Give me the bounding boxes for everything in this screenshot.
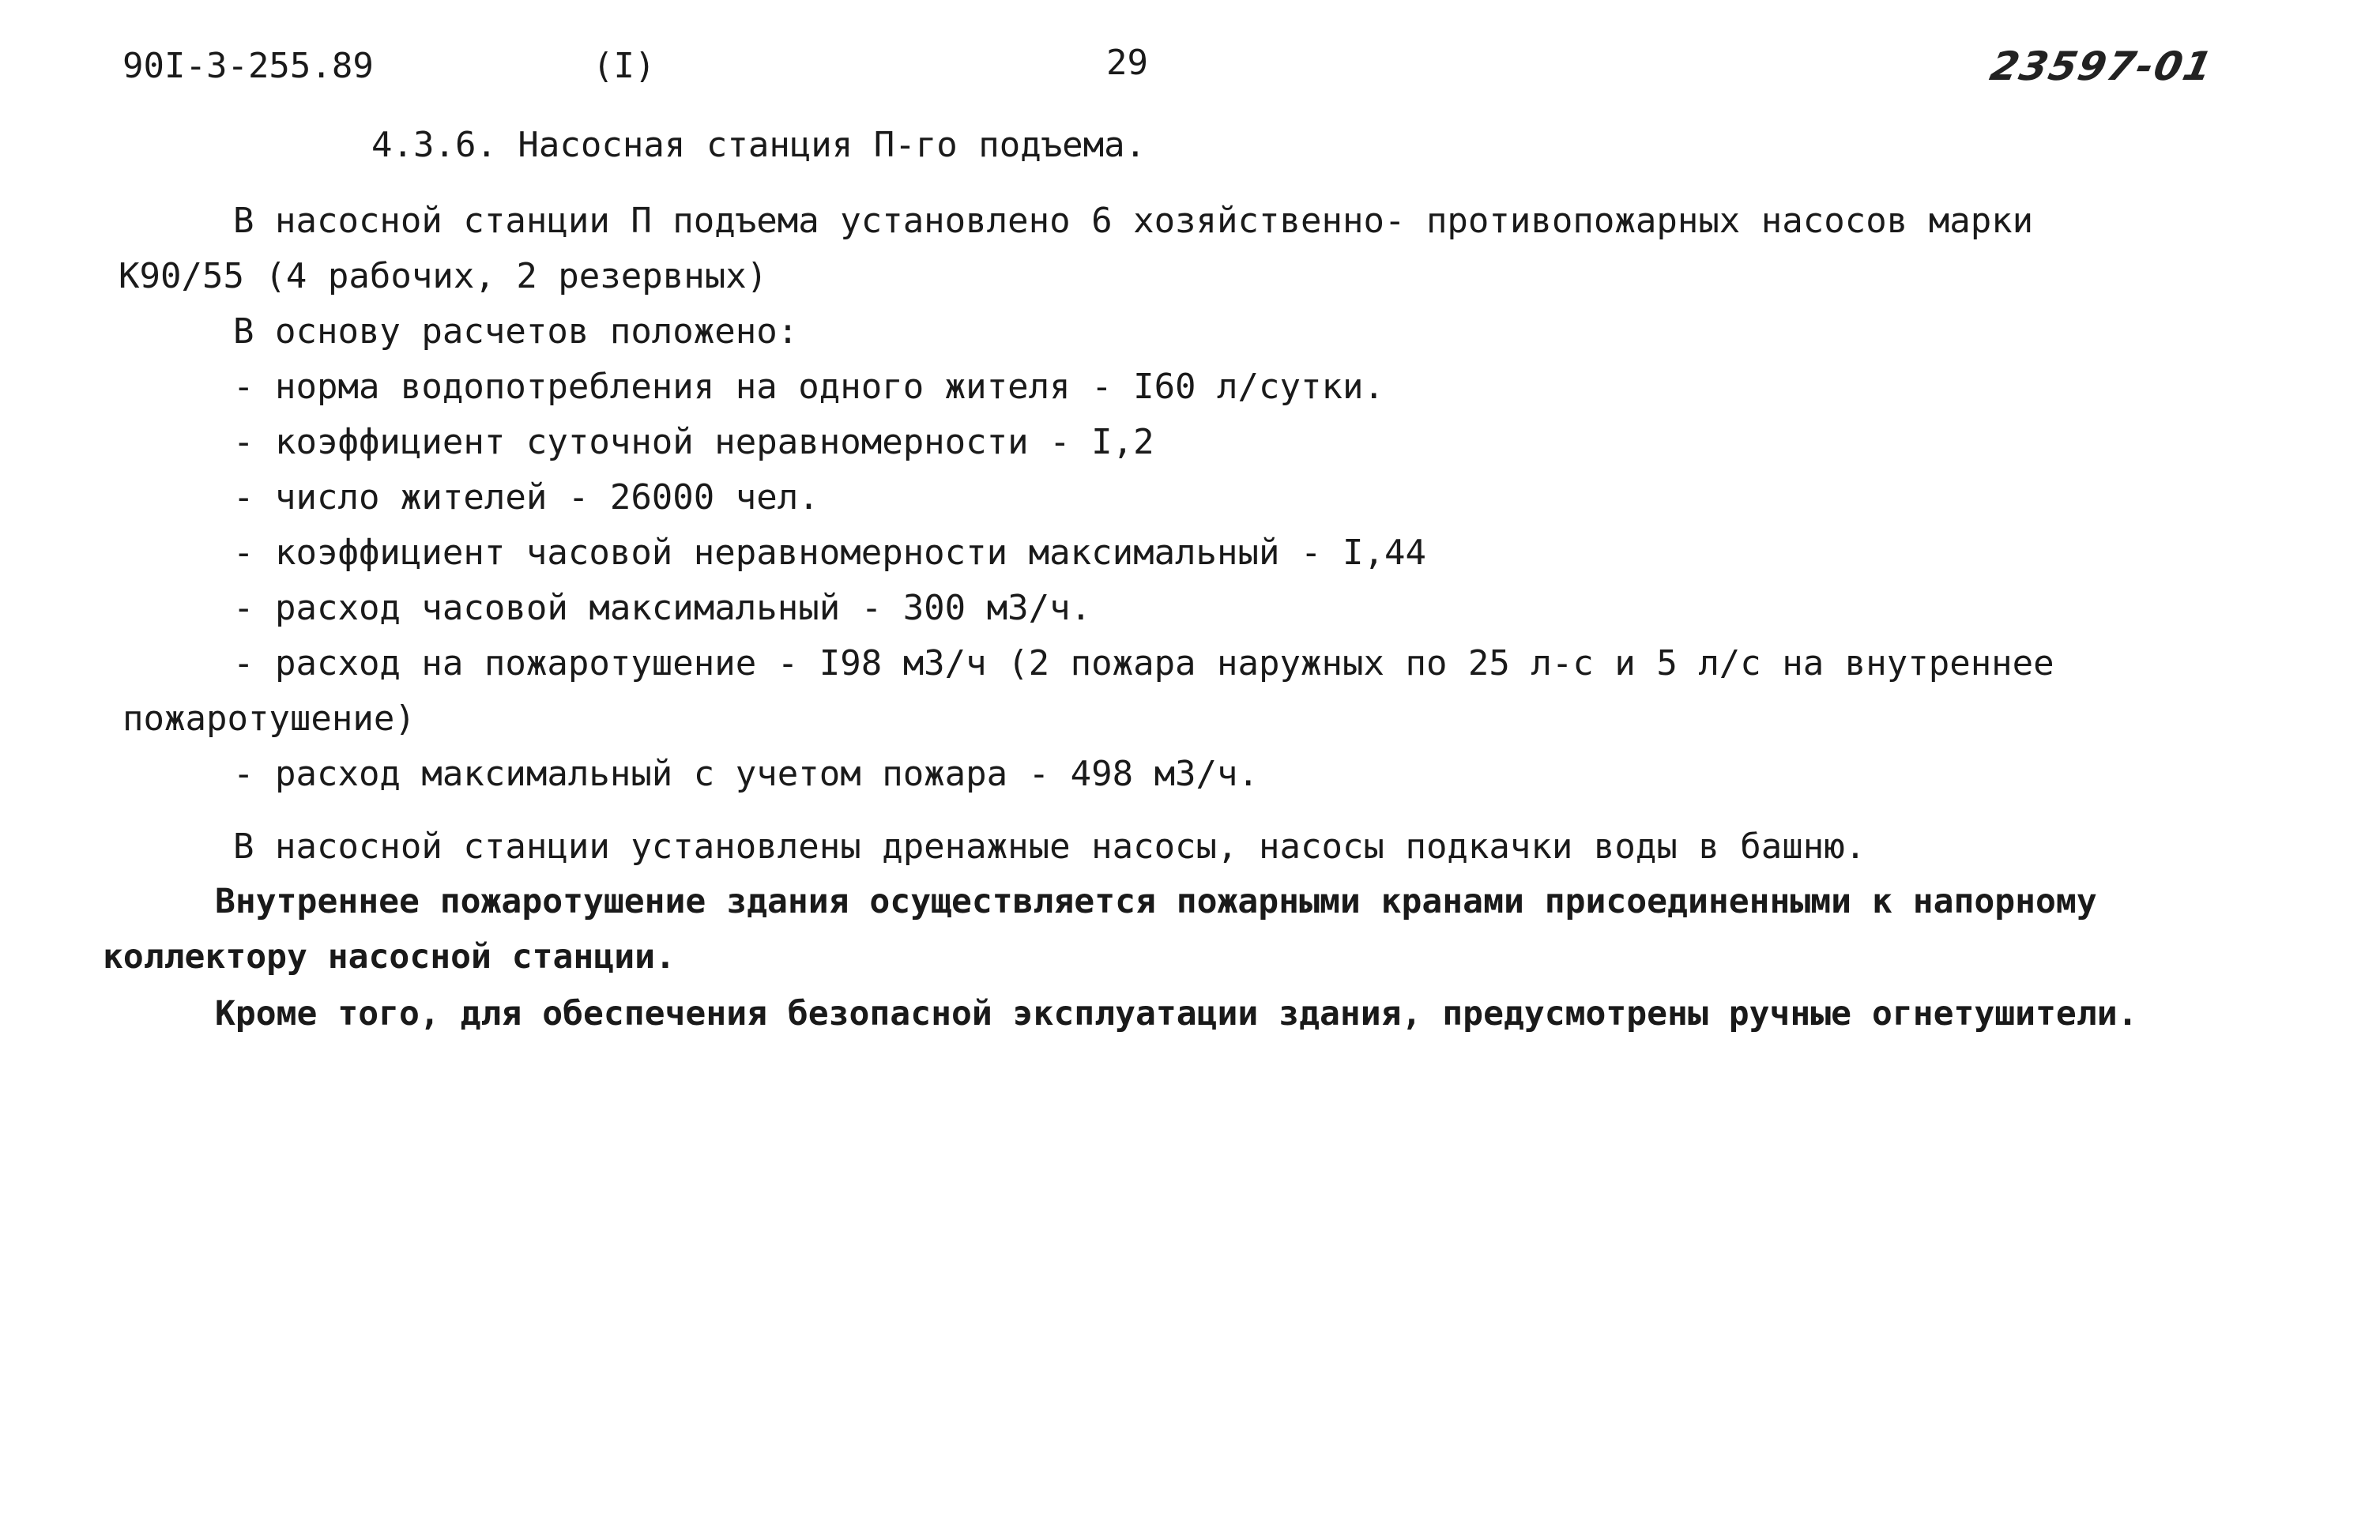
paragraph-line: В насосной станции П подъема установлено 6 хозяйственно- противопожарных насосов марки [233,201,2034,241]
paragraph-line: К90/55 (4 рабочих, 2 резервных) [119,256,768,296]
list-item: - коэффициент суточной неравномерности - I,2 [233,422,1154,462]
paragraph-line: Внутреннее пожаротушение здания осуществляется пожарными кранами присоединенными к напорному [215,882,2097,921]
handwritten-code: 23597-01 [1986,43,2218,89]
paragraph-line: коллектору насосной станции. [103,937,676,977]
page-number: 29 [1106,43,1148,83]
list-item: - коэффициент часовой неравномерности максимальный - I,44 [233,533,1426,573]
paragraph-line: В насосной станции установлены дренажные насосы, насосы подкачки воды в башню. [233,826,1866,867]
list-item: - норма водопотребления на одного жителя - I60 л/сутки. [233,367,1384,407]
list-item: - расход часовой максимальный - 300 м3/ч. [233,588,1092,628]
list-item: - расход максимальный с учетом пожара - 498 м3/ч. [233,754,1260,794]
list-item: - число жителей - 26000 чел. [233,477,819,518]
list-item: - расход на пожаротушение - I98 м3/ч (2 пожара наружных по 25 л-с и 5 л/с на внутреннее [233,643,2054,683]
document-number: 90I-3-255.89 [122,46,374,86]
paragraph-line: В основу расчетов положено: [233,311,799,352]
volume-number: (I) [593,46,656,86]
section-heading: 4.3.6. Насосная станция П-го подъема. [371,125,1147,165]
paragraph-line: Кроме того, для обеспечения безопасной эксплуатации здания, предусмотрены ручные огнетушители. [215,994,2138,1034]
list-item: пожаротушение) [122,698,416,739]
